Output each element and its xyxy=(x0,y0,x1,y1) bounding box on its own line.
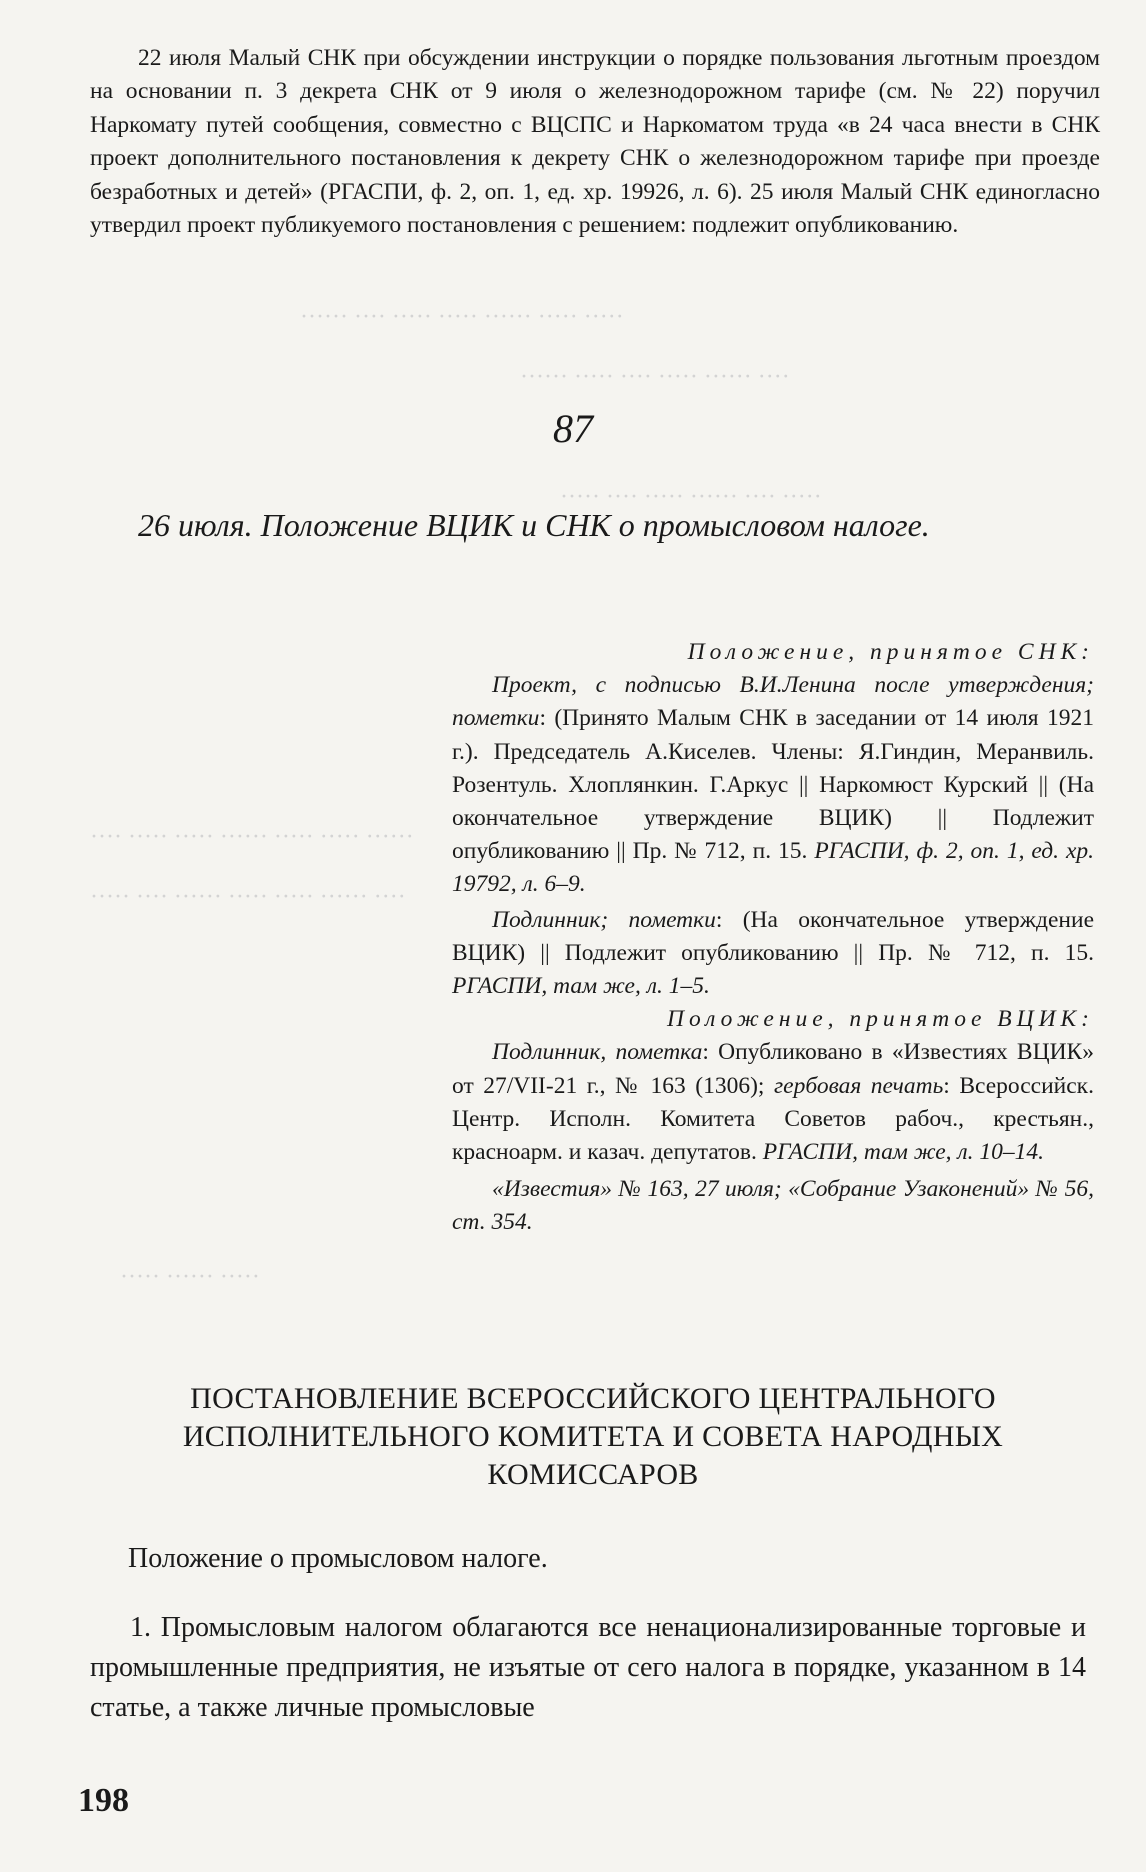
draft-note xyxy=(452,669,1094,901)
intro-paragraph: 22 июля Малый СНК при обсуждении инструкции о порядке пользования льготным проездом на основании п. 3 декрета СНК от 9 июля о железнодорожном тарифе (см. № 22) поручил Наркомату путей сообщения, совместно с ВЦСПС и Наркоматом труда «в 24 часа внести в СНК проект дополнительного постановления к декрету СНК о железнодорожном тарифе при проезде безработных и детей» (РГАСПИ, ф. 2, оп. 1, ед. хр. 19926, л. 6). 25 июля Малый СНК единогласно утвердил проект публикуемого постановления с решением: подлежит опубликованию. xyxy=(90,45,1100,239)
publication-note: «Известия» № 163, 27 июля; «Собрание Узаконений» № 56, ст. 354. xyxy=(452,1176,1094,1236)
paragraph-1: 1. Промысловым налогом облагаются все ненационализированные торговые и промышленные предприятия, не изъятые от сего налога в порядке, указанном в 14 статье, а также личные промысловые xyxy=(90,1612,1086,1723)
original-text: : (На окончательное утверждение ВЦИК) || Подлежит опубликованию || Пр. № 712, п. 15. xyxy=(452,906,1094,966)
vtsik-reference: РГАСПИ, там же, л. 10–14. xyxy=(762,1139,1045,1166)
draft-reference: РГАСПИ, ф. 2, оп. 1, ед. хр. 19792, л. 6–9. xyxy=(452,838,1094,898)
vtsik-text-2: : Всероссийск. Центр. Исполн. Комитета Советов рабоч., крестьян., красноарм. и казач. депутатов. xyxy=(452,1072,1094,1166)
original-reference: РГАСПИ, там же, л. 1–5. xyxy=(452,973,710,1000)
vtsik-lead: Подлинник, пометка xyxy=(492,1039,703,1066)
title-line: КОМИССАРОВ xyxy=(487,1458,699,1491)
draft-lead: Проект, с подписью В.И.Ленина после утверждения; пометки xyxy=(452,672,1094,732)
title-line: ПОСТАНОВЛЕНИЕ ВСЕРОССИЙСКОГО ЦЕНТРАЛЬНОГО xyxy=(190,1382,996,1415)
draft-text: : (Принято Малым СНК в заседании от 14 июля 1921 г.). Председатель А.Киселев. Члены: Я.Гиндин, Меранвиль. Розентуль. Хлоплянкин. Г.Аркус || Наркомюст Курский || (На окончательное утверждение ВЦИК) || Подлежит опубликованию || Пр. № 712, п. 15. xyxy=(452,705,1094,865)
document-page: ····· ····· ······ ····· ····· ···· ······ ···· ······ ····· ···· ····· ······ ····· ···· ······ ····· ···· ····· ······ ····· ····· ······ ····· ····· ···· ···· ······ ····· ····· ······ ···· ····· ····· ······ ····· 22 июля Малый СНК при обсуждении инструкции о порядке пользования льготным проездом на основании п. 3 декрета СНК от 9 июля о железнодорожном тарифе (см. № 22) поручил Наркомату путей сообщения, совместно с ВЦСПС и Наркоматом труда «в 24 часа внести в СНК проект дополнительного постановления к декрету СНК о железнодорожном тарифе при проезде безработных и детей» (РГАСПИ, ф. 2, оп. 1, ед. хр. 19926, л. 6). 25 июля Малый СНК единогласно утвердил проект публикуемого постановления с решением: подлежит опубликованию. 87 26 июля. Положение ВЦИК и СНК о промысловом налоге. Положение, принятое СНК: Проект, с подписью В.И.Ленина после утверждения; пометки: (Принято Малым СНК в заседании от 14 июля 1921 г.). Председатель А.Киселев. Члены: Я.Гиндин, Меранвиль. Розентуль. Хлоплянкин. Г.Аркус || Наркомюст Курский || (На окончательное утверждение ВЦИК) || Подлежит опубликованию || Пр. № 712, п. 15. РГАСПИ, ф. 2, оп. 1, ед. хр. 19792, л. 6–9. Подлинник; пометки: (На окончательное утверждение ВЦИК) || Подлежит опубликованию || Пр. № 712, п. 15. РГАСПИ, там же, л. 1–5. Положение, принятое ВЦИК: Подлинник, пометка: Опубликовано в «Известиях ВЦИК» от 27/VII-21 г., № 163 (1306); гербовая печать: Всероссийск. Центр. Исполн. Комитета Советов рабоч., крестьян., красноарм. и казач. депутатов. РГАСПИ, там же, л. 10–14. «Известия» № 163, 27 июля; «Собрание Узаконений» № 56, ст. 354. ПОСТАНОВЛЕНИЕ ВСЕРОССИЙСКОГО ЦЕНТРАЛЬНОГО ИСПОЛНИТЕЛЬНОГО КОМИТЕТА И СОВЕТА НАРОДНЫХ КОМИССАРОВ Положение о промысловом налоге. 1. Промысловым налогом облагаются все ненационализированные торговые и промышленные предприятия, не изъятые от сего налога в порядке, указанном в 14 статье, а также личные промысловые 198 xyxy=(0,0,1146,1872)
document-number: 87 xyxy=(553,406,593,451)
original-note xyxy=(452,904,1094,1004)
decree-title xyxy=(100,1380,1086,1494)
original-lead: Подлинник; пометки xyxy=(492,906,716,933)
vtsik-note xyxy=(452,1036,1094,1169)
page-number: 198 xyxy=(78,1782,129,1819)
vtsik-stamp: гербовая печать xyxy=(773,1072,944,1099)
vtsik-label: Положение, принятое ВЦИК: xyxy=(667,1006,1094,1033)
archival-snk-block xyxy=(452,636,1094,1240)
vtsik-text-1: : Опубликовано в «Известиях ВЦИК» от 27/VII-21 г., № 163 (1306); xyxy=(452,1039,1094,1099)
snk-label: Положение, принятое СНК: xyxy=(687,639,1094,665)
title-line: ИСПОЛНИТЕЛЬНОГО КОМИТЕТА И СОВЕТА НАРОДНЫХ xyxy=(182,1420,1004,1453)
subtitle: Положение о промысловом налоге. xyxy=(128,1543,548,1574)
document-heading: 26 июля. Положение ВЦИК и СНК о промысловом налоге. xyxy=(138,507,930,543)
